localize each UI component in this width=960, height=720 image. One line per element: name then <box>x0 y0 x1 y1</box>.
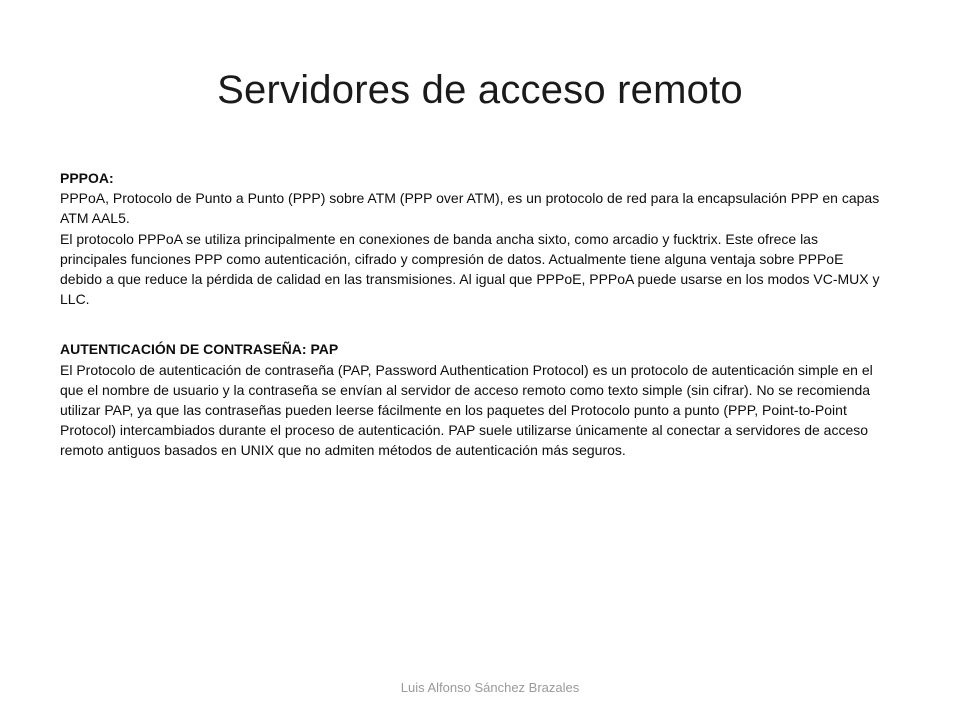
section-paragraph: PPPoA, Protocolo de Punto a Punto (PPP) sobre ATM (PPP over ATM), es un protocolo de red para la encapsulación PPP en capas ATM AAL5. <box>60 190 880 227</box>
section-paragraph: El protocolo PPPoA se utiliza principalmente en conexiones de banda ancha sixto, como arcadio y fucktrix. Este ofrece las principales funciones PPP como autenticación, cifrado y compresión de datos. Actualmente tiene alguna ventaja sobre PPPoE debido a que reduce la pérdida de calidad en las transmisiones. Al igual que PPPoE, PPPoA puede usarse en los modos VC-MUX y LLC. <box>60 230 880 308</box>
slide-title: Servidores de acceso remoto <box>217 68 743 112</box>
slide-body <box>60 168 888 461</box>
section-heading: PPPOA: <box>60 170 114 186</box>
section-pap <box>60 339 888 460</box>
section-pppoa <box>60 168 888 309</box>
section-paragraph: El Protocolo de autenticación de contraseña (PAP, Password Authentication Protocol) es un protocolo de autenticación simple en el que el nombre de usuario y la contraseña se envían al servidor de acceso remoto como texto simple (sin cifrar). No se recomienda utilizar PAP, ya que las contraseñas pueden leerse fácilmente en los paquetes del Protocolo punto a punto (PPP, Point-to-Point Protocol) intercambiados durante el proceso de autenticación. PAP suele utilizarse únicamente al conectar a servidores de acceso remoto antiguos basados en UNIX que no admiten métodos de autenticación más seguros. <box>60 361 873 459</box>
section-heading: AUTENTICACIÓN DE CONTRASEÑA: PAP <box>60 341 339 358</box>
slide-footer: Luis Alfonso Sánchez Brazales <box>400 680 580 695</box>
